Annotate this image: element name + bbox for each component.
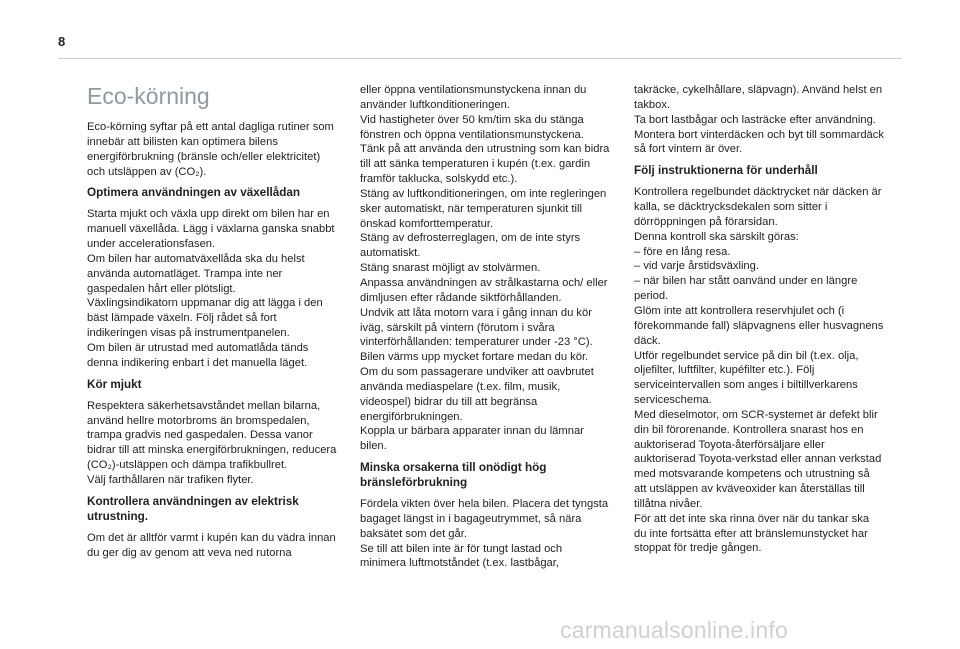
body-paragraph: Bilen värms upp mycket fortare medan du kör. (360, 351, 589, 364)
heading-gearbox: Optimera användningen av växellådan (87, 186, 301, 200)
intro-paragraph: Eco-körning syftar på ett antal dagliga rutiner som innebär att bilisten kan optimera bilens energiförbrukning (bränsle och/eller elektricitet) och utsläppen av (CO₂). (87, 121, 334, 178)
smooth-paragraph: Respektera säkerhetsavståndet mellan bilarna, använd hellre motorbroms än bromspedalen, trampa gradvis ned gaspedalen. Dessa vanor bidrar till att minska energiförbrukningen, reducera (CO₂)-utsläppen och dämpa trafikbullret. (87, 399, 337, 472)
body-paragraph: eller öppna ventilationsmunstyckena innan du använder luftkonditioneringen. (360, 84, 587, 111)
body-paragraph: Koppla ur bärbara apparater innan du lämnar bilen. (360, 425, 584, 453)
body-paragraph: Montera bort vinterdäcken och byt till sommardäck så fort vintern är över. (634, 128, 884, 156)
maintenance-paragraph: Glöm inte att kontrollera reservhjulet och (i förekommande fall) släpvagnens eller husvagnens däck. (634, 304, 884, 347)
heading-maintenance: Följ instruktionerna för underhåll (634, 164, 818, 178)
body-paragraph: Undvik att låta motorn vara i gång innan du kör iväg, särskilt på vintern (förutom i svåra vinterförhållanden: temperaturer under -23 °C). (360, 306, 593, 349)
maintenance-list-item: – vid varje årstidsväxling. (634, 260, 759, 273)
body-paragraph: Om du som passagerare undviker att oavbrutet använda mediaspelare (t.ex. film, musik, videospel) bidrar du till att begränsa energiförbrukningen. (360, 366, 594, 423)
maintenance-list-item: – när bilen har stått oanvänd under en längre period. (634, 275, 858, 303)
gearbox-paragraph: Växlingsindikatorn uppmanar dig att lägga i den bäst lämpade växeln. Följ rådet så fort indikeringen visas på instrumentpanelen. (87, 297, 323, 340)
column-3 (634, 83, 884, 556)
maintenance-paragraph: Utför regelbundet service på din bil (t.ex. olja, oljefilter, luftfilter, kupéfilter etc.). Följ serviceintervallen som anges i biltillverkarens serviceschema. (634, 349, 859, 407)
body-paragraph: takräcke, cykelhållare, släpvagn). Använd helst en takbox. (634, 84, 883, 111)
gearbox-paragraph: Om bilen är utrustad med automatlåda tänds denna indikering enbart i det manuella läget. (87, 341, 309, 369)
heading-smooth-driving: Kör mjukt (87, 377, 142, 391)
body-paragraph: Anpassa användningen av strålkastarna och/ eller dimljusen efter rådande siktförhållanden. (360, 276, 608, 304)
column-1 (87, 83, 337, 560)
body-paragraph: Stäng av luftkonditioneringen, om inte regleringen sker automatiskt, när temperaturen sjunkit till önskad komforttemperatur. (360, 187, 607, 230)
heading-reduce-consumption: Minska orsakerna till onödigt hög bränsleförbrukning (360, 461, 547, 490)
electric-paragraph: Om det är alltför varmt i kupén kan du vädra innan du ger dig av genom att veva ned rutorna (87, 531, 336, 559)
page-number: 8 (58, 34, 66, 49)
maintenance-paragraph: Kontrollera regelbundet däcktrycket när däcken är kalla, se däcktrycksdekalen som sitter i dörröppningen på förarsidan. (634, 186, 882, 228)
body-paragraph: Tänk på att använda den utrustning som kan bidra till att sänka temperaturen i kupén (t.ex. gardin framför taklucka, solskydd etc.). (360, 143, 610, 186)
header-divider (58, 58, 902, 59)
gearbox-paragraph: Starta mjukt och växla upp direkt om bilen har en manuell växellåda. Lägg i växlarna ganska snabbt under accelerationsfasen. (87, 208, 335, 251)
watermark-text: carmanualsonline.info (560, 617, 788, 643)
reduce-paragraph: Fördela vikten över hela bilen. Placera det tyngsta bagaget längst in i bagageutrymmet, så nära baksätet som det går. (360, 498, 609, 540)
page-title: Eco-körning (87, 83, 210, 109)
maintenance-paragraph: För att det inte ska rinna över när du tankar ska du inte fortsätta efter att bränslemunstycket har stoppat för tredje gången. (634, 512, 870, 555)
body-paragraph: Ta bort lastbågar och lasträcke efter användning. (634, 113, 876, 126)
smooth-paragraph: Välj farthållaren när trafiken flyter. (87, 473, 254, 486)
body-paragraph: Stäng snarast möjligt av stolvärmen. (360, 262, 541, 275)
body-paragraph: Vid hastigheter över 50 km/tim ska du stänga fönstren och öppna ventilationsmunstyckena. (360, 113, 584, 141)
gearbox-paragraph: Om bilen har automatväxellåda ska du helst använda automatläget. Trampa inte ner gaspedalen hårt eller plötsligt. (87, 252, 305, 295)
maintenance-paragraph: Denna kontroll ska särskilt göras: (634, 230, 799, 243)
maintenance-paragraph: Med dieselmotor, om SCR-systemet är defekt blir din bil förorenande. Kontrollera snarast hos en auktoriserad Toyota-återförsäljare eller auktoriserad Toyota-verkstad eller annan verkstad med motsvarande kompetens och utrustning så att utsläppen av kväveoxider kan återställas till tillåtna nivåer. (634, 408, 882, 510)
maintenance-list-item: – före en lång resa. (634, 245, 731, 258)
body-paragraph: Stäng av defrosterreglagen, om de inte styrs automatiskt. (360, 232, 581, 260)
reduce-paragraph: Se till att bilen inte är för tungt lastad och minimera luftmotståndet (t.ex. lastbågar, (360, 542, 563, 570)
column-2 (360, 83, 610, 571)
heading-electric-equipment: Kontrollera användningen av elektrisk utrustning. (87, 494, 299, 523)
